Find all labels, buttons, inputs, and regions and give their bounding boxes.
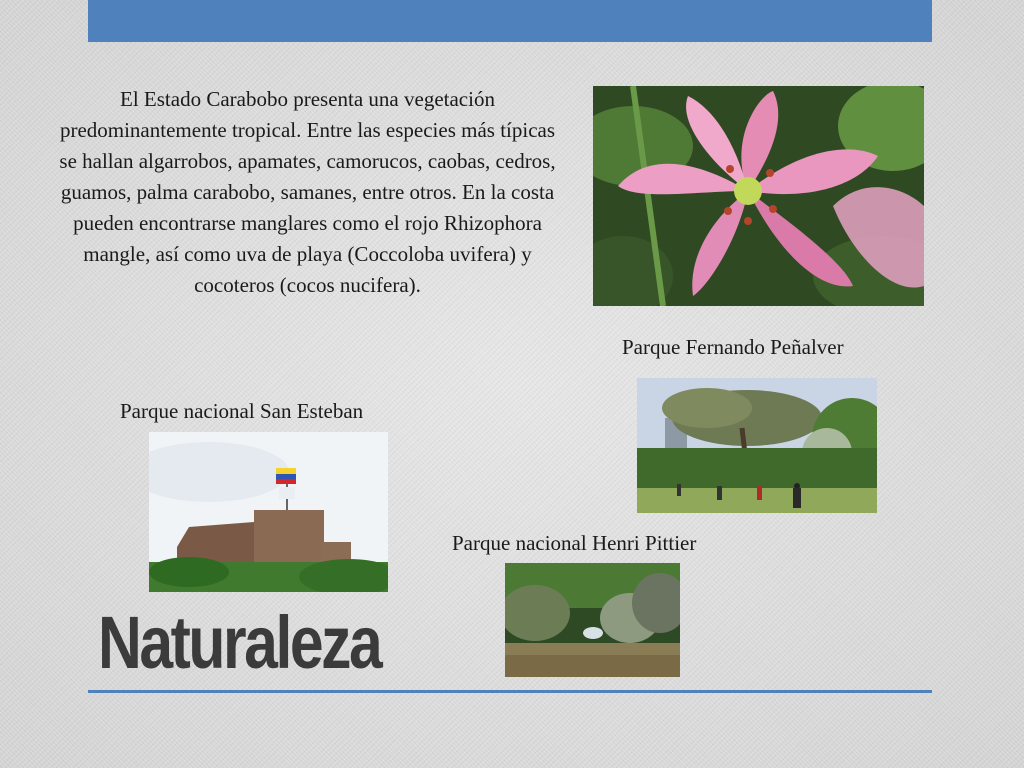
parque-nacional-henri-pittier-photo	[505, 563, 680, 677]
lily-flower-photo	[593, 86, 924, 306]
vegetation-description: El Estado Carabobo presenta una vegetación predominantemente tropical. Entre las especies más típicas se hallan algarrobos, apamates, camorucos, caobas, cedros, guamos, palma carabobo, samanes, entre otros. En la costa pueden encontrarse manglares como el rojo Rhizophora mangle, así como uva de playa (Coccoloba uvifera) y cocoteros (cocos nucifera).	[59, 87, 556, 297]
slide-title: Naturaleza	[98, 601, 381, 684]
caption-parque-nacional-san-esteban: Parque nacional San Esteban	[120, 399, 364, 423]
top-accent-bar	[88, 0, 932, 42]
caption-parque-nacional-henri-pittier: Parque nacional Henri Pittier	[452, 531, 697, 555]
parque-nacional-san-esteban-photo	[149, 432, 388, 592]
bottom-accent-rule	[88, 690, 932, 693]
parque-fernando-penalver-photo	[637, 378, 877, 513]
caption-parque-fernando-penalver: Parque Fernando Peñalver	[622, 335, 844, 359]
